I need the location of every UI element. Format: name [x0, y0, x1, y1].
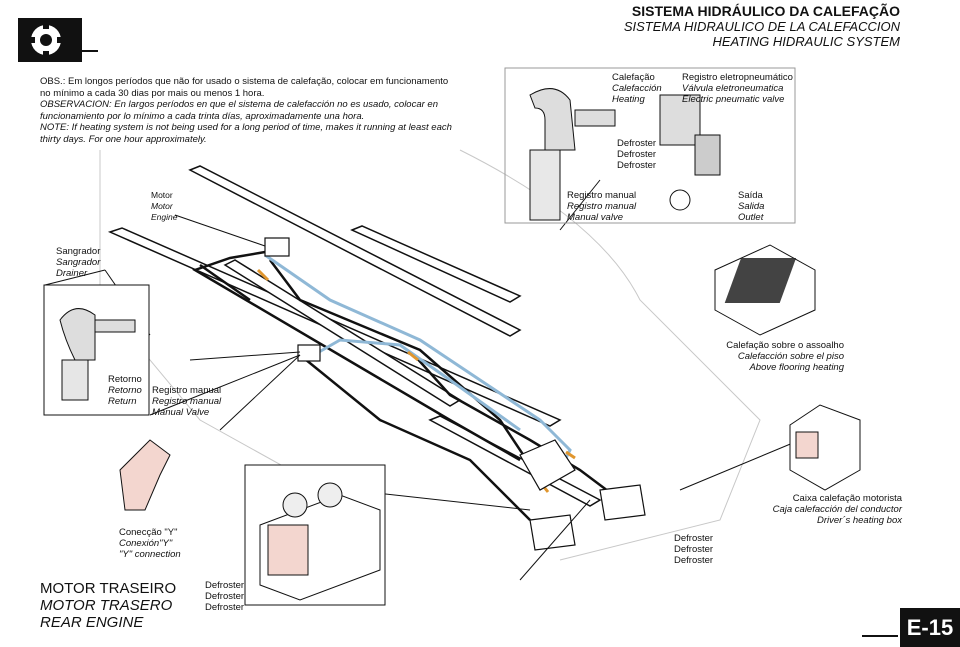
- label-defroster-mid: Defroster Defroster Defroster: [674, 533, 714, 566]
- engine-connector-box: [265, 238, 289, 256]
- y-connection: [120, 440, 170, 510]
- label-pneumatic-valve: Registro eletropneumático Válvula eletroneumatica Electric pneumatic valve: [682, 72, 793, 105]
- rear-engine-title: [40, 580, 176, 631]
- label-defroster-top: Defroster Defroster Defroster: [617, 138, 657, 171]
- defroster-box-2: [600, 485, 645, 520]
- label-above-floor-heating: Calefação sobre o assoalho Calefacción sobre el piso Above flooring heating: [726, 340, 844, 373]
- label-y-connection: Conecção "Y" Conexión"Y" "Y" connection: [119, 527, 181, 560]
- label-engine: Motor Motor Engine: [151, 190, 178, 222]
- page-number: E-15: [900, 608, 960, 647]
- label-driver-heating-box: Caixa calefação motorista Caja calefacción del conductor Driver´s heating box: [772, 493, 902, 526]
- floor-heating-unit: [715, 245, 815, 335]
- label-drainer: Sangrador Sangrador Drainer: [56, 246, 101, 279]
- defroster-box-1: [530, 515, 575, 550]
- obs-es: OBSERVACION: En largos períodos en que el sistema de calefacción no es usado, colocar en funcionamiento por lo mínimo a cada trinta días, aproximadamente una hora.: [40, 99, 438, 122]
- return-connector-box: [298, 345, 320, 361]
- label-manual-valve-left: Registro manual Registro manual Manual Valve: [152, 385, 222, 418]
- rear-engine-en: REAR ENGINE: [40, 614, 144, 631]
- obs-en: NOTE: If heating system is not being used for a long period of time, makes it running at least each thirty days. For one hour approximately.: [40, 122, 452, 145]
- rail-4: [430, 416, 600, 506]
- header-title-pt: SISTEMA HIDRÁULICO DA CALEFAÇÃO: [631, 3, 900, 19]
- label-return: Retorno Retorno Return: [108, 374, 142, 407]
- pneumatic-valve: [660, 95, 720, 210]
- label-heating: Calefação Calefacción Heating: [612, 72, 662, 105]
- label-defroster-bottom: Defroster Defroster Defroster: [205, 580, 245, 613]
- obs-pt: OBS.: Em longos períodos que não for usado o sistema de calefação, colocar em funcionamento no mínimo a cada 30 dias por mais ou menos 1 hora.: [40, 76, 449, 99]
- rear-engine-pt: MOTOR TRASEIRO: [40, 580, 177, 597]
- header-title-en: HEATING HIDRAULIC SYSTEM: [712, 34, 900, 49]
- detail-panels: [44, 68, 795, 605]
- rear-engine-es: MOTOR TRASERO: [40, 597, 173, 614]
- label-manual-valve-top: Registro manual Registro manual Manual valve: [567, 190, 637, 223]
- header-title-es: SISTEMA HIDRAULICO DE LA CALEFACCION: [623, 19, 900, 34]
- driver-heating-box: [790, 405, 860, 490]
- label-outlet: Saída Salida Outlet: [738, 190, 765, 223]
